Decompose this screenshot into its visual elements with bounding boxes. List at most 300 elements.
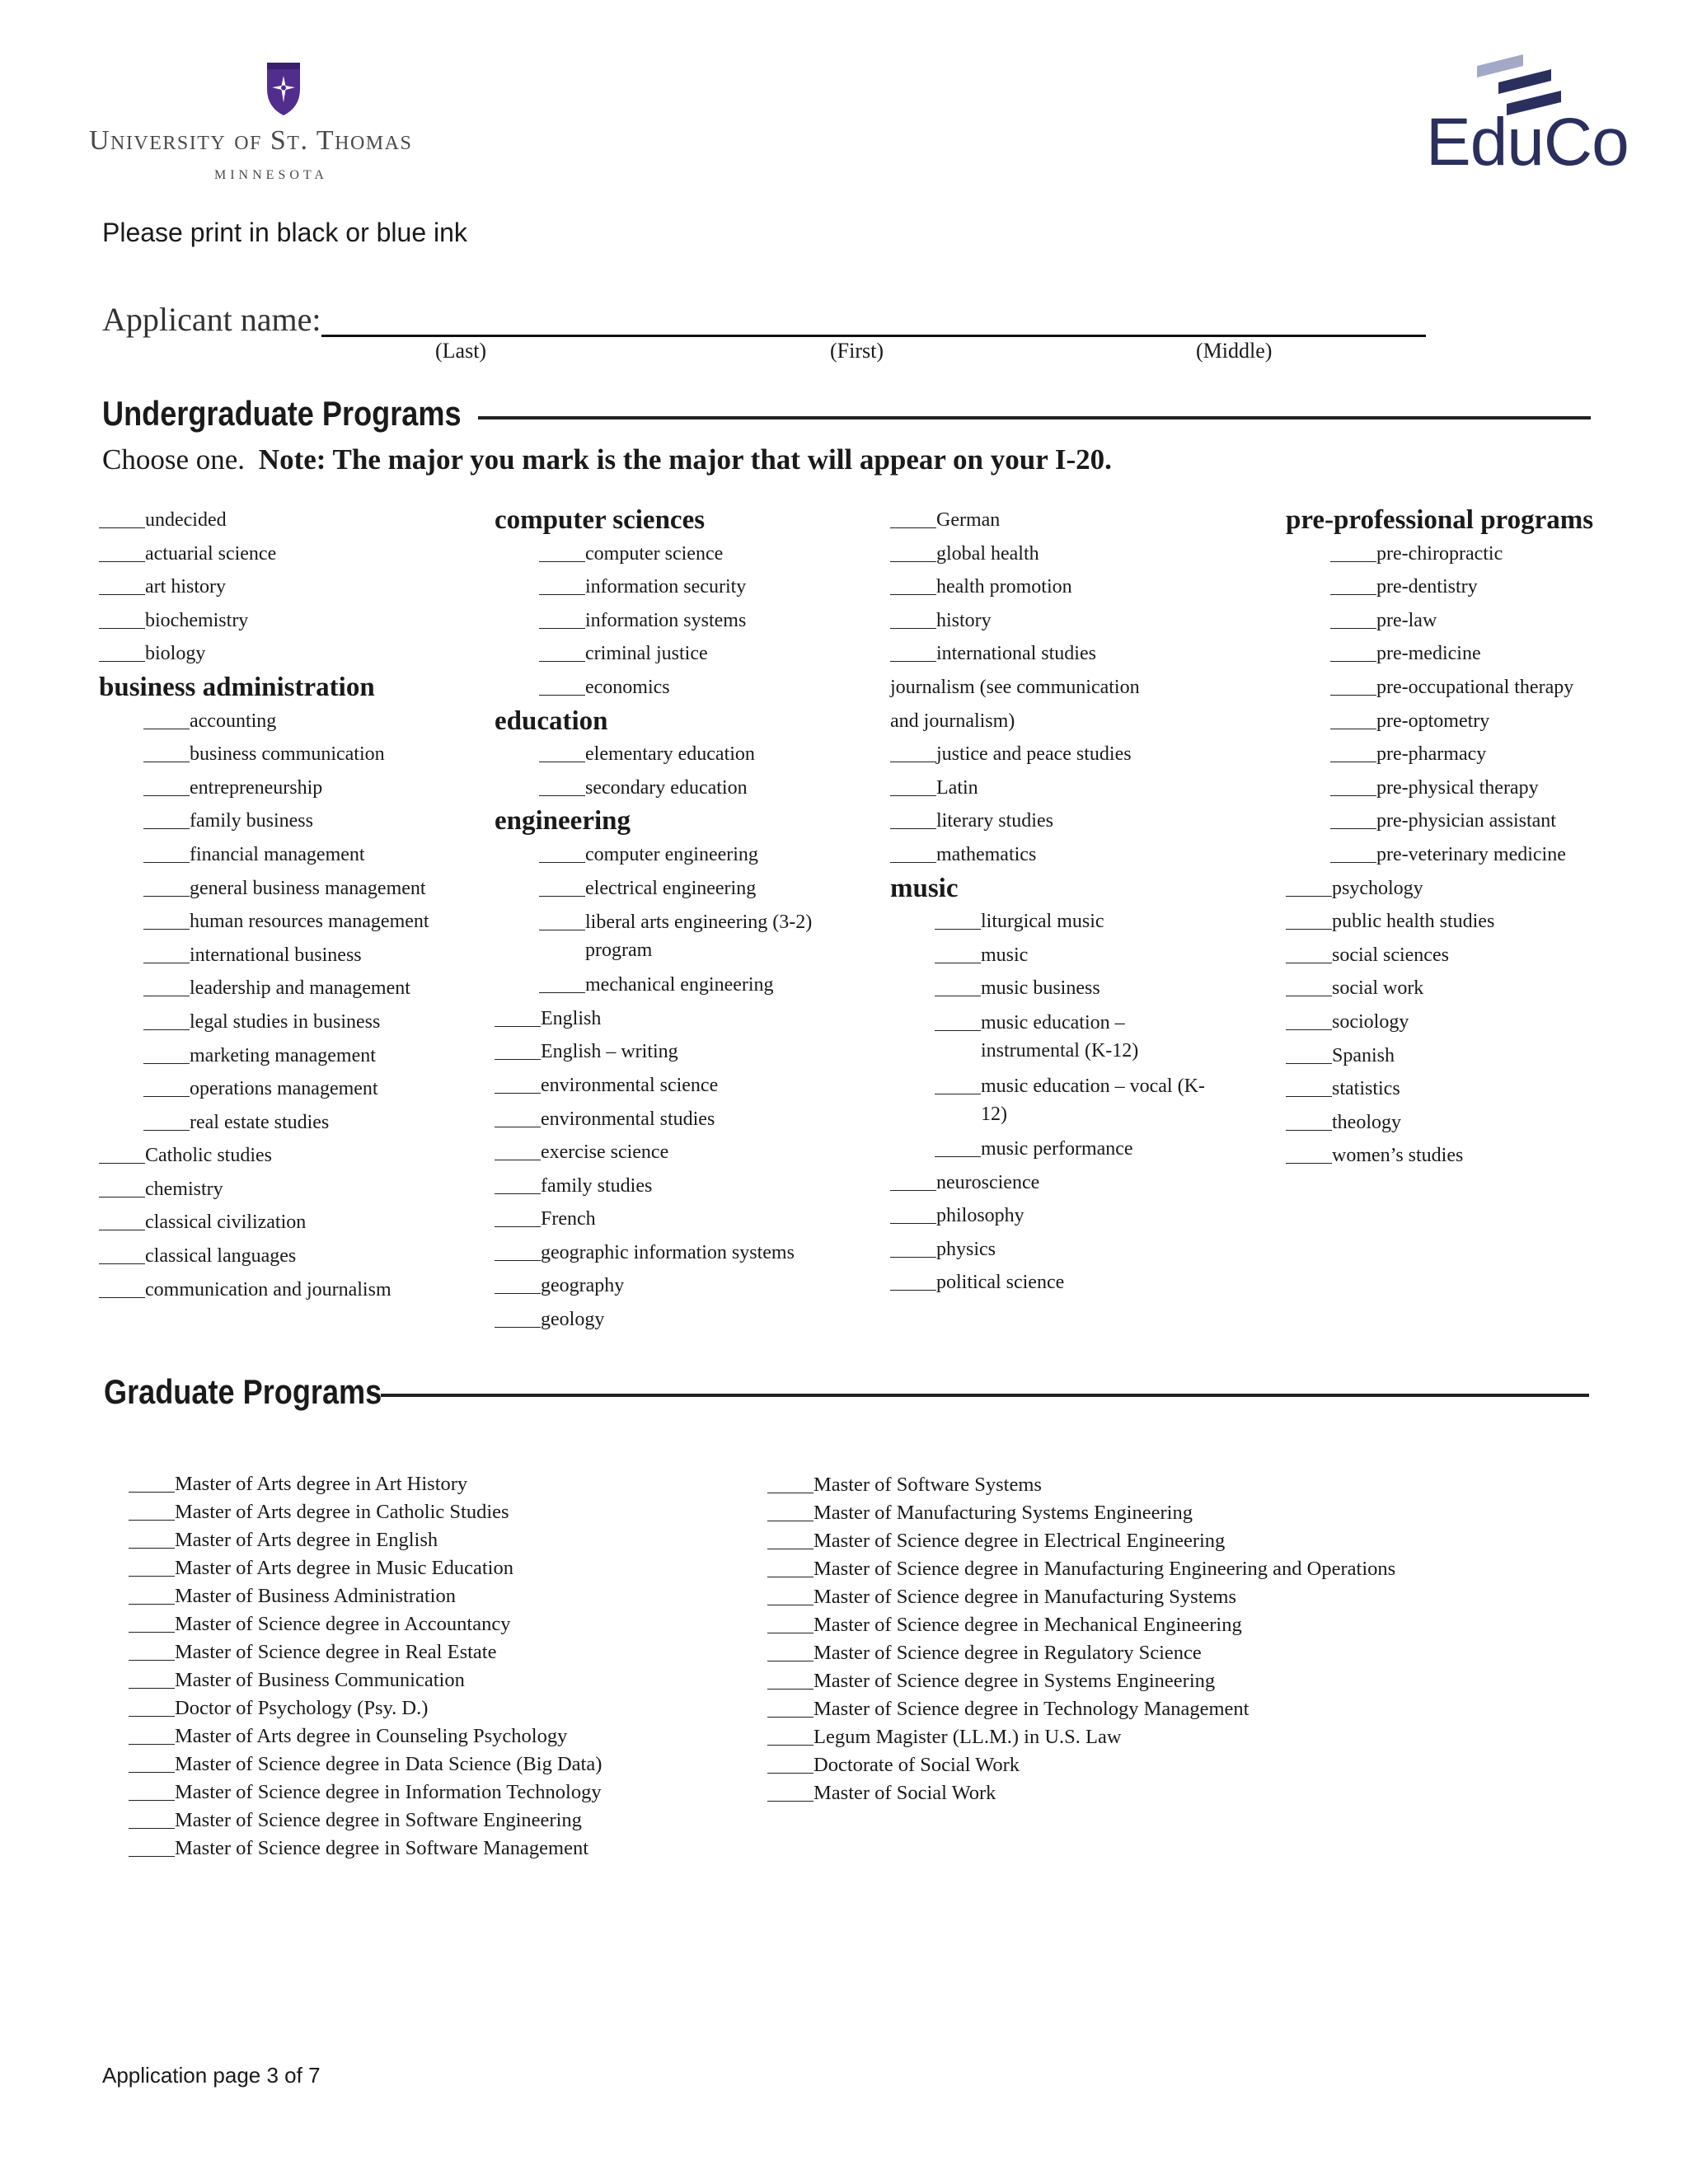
graduate-option-master-of-arts-degree-in-english[interactable]: [129, 1526, 602, 1554]
graduate-heading-rule: [381, 1394, 1589, 1397]
major-option-social-work[interactable]: [1286, 972, 1673, 1005]
checkmark-blank[interactable]: [495, 1226, 541, 1227]
applicant-name-field[interactable]: [321, 335, 1426, 337]
ust-logo: [89, 58, 485, 190]
checkmark-blank[interactable]: [767, 1717, 814, 1718]
category-heading: engineering: [495, 806, 631, 837]
option-label: leadership and management: [190, 977, 410, 1000]
option-label: Master of Science degree in Real Estate: [175, 1641, 497, 1663]
graduate-option-master-of-arts-degree-in-catholic-studies[interactable]: [129, 1498, 602, 1526]
option-label: exercise science: [541, 1141, 669, 1164]
option-label: pre-physician assistant: [1376, 810, 1556, 832]
major-option-neuroscience[interactable]: [890, 1166, 1278, 1200]
major-option-pre-chiropractic[interactable]: [1286, 537, 1673, 571]
undergrad-heading: Undergraduate Programs: [102, 394, 462, 433]
option-label: Master of Arts degree in English: [175, 1529, 438, 1551]
undergrad-heading-rule: [478, 416, 1591, 419]
checkmark-blank[interactable]: [935, 1156, 981, 1157]
option-label: family business: [190, 810, 313, 832]
checkmark-blank[interactable]: [890, 862, 936, 863]
major-option-english[interactable]: [495, 1002, 882, 1036]
option-label: communication and journalism: [145, 1278, 392, 1301]
major-option-environmental-studies[interactable]: [495, 1103, 882, 1137]
checkmark-blank[interactable]: [143, 828, 190, 829]
option-label: entrepreneurship: [190, 776, 323, 799]
option-label: pre-veterinary medicine: [1376, 843, 1566, 865]
option-label: Master of Science degree in Accountancy: [175, 1613, 511, 1635]
major-option-public-health-studies[interactable]: [1286, 905, 1673, 939]
option-label: Master of Science degree in Regulatory Science: [814, 1642, 1202, 1664]
option-label: Master of Science degree in Software Management: [175, 1837, 589, 1859]
checkmark-blank[interactable]: [890, 628, 936, 629]
checkmark-blank[interactable]: [129, 1632, 175, 1633]
option-label: literary studies: [936, 810, 1053, 832]
major-option-liturgical-music[interactable]: [890, 905, 1278, 939]
checkmark-blank[interactable]: [539, 594, 585, 595]
option-label: chemistry: [145, 1178, 223, 1200]
major-option-spanish[interactable]: [1286, 1039, 1673, 1073]
category-heading: pre-professional programs: [1286, 505, 1594, 535]
major-option-communication-and-journalism[interactable]: [99, 1273, 486, 1307]
major-option-global-health[interactable]: [890, 537, 1278, 571]
checkmark-blank[interactable]: [129, 1604, 175, 1605]
applicant-name-label: Applicant name:: [102, 301, 321, 338]
major-option-geology[interactable]: [495, 1303, 882, 1337]
option-label: geology: [541, 1309, 605, 1331]
page-footer: Application page 3 of 7: [102, 2063, 321, 2088]
major-option-mechanical-engineering[interactable]: [495, 968, 882, 1002]
major-option-music-education-vocal-k-12[interactable]: [890, 1069, 1278, 1132]
applicant-first-caption: (First): [830, 339, 884, 363]
graduate-option-master-of-science-degree-in-electrical-engineering[interactable]: [767, 1527, 1395, 1555]
option-label: undecided: [145, 509, 227, 531]
checkmark-blank[interactable]: [1330, 594, 1376, 595]
major-option-sociology[interactable]: [1286, 1005, 1673, 1039]
checkmark-blank[interactable]: [129, 1548, 175, 1549]
checkmark-blank[interactable]: [143, 896, 190, 897]
choose-one-text: Choose one.: [102, 443, 246, 476]
checkmark-blank[interactable]: [767, 1801, 814, 1802]
checkmark-blank[interactable]: [99, 594, 145, 595]
major-option-biology[interactable]: [99, 637, 486, 671]
major-option-social-sciences[interactable]: [1286, 939, 1673, 972]
category-heading: education: [495, 705, 608, 736]
major-option-physics[interactable]: [890, 1233, 1278, 1267]
major-option-theology[interactable]: [1286, 1106, 1673, 1140]
graduate-option-doctorate-of-social-work[interactable]: [767, 1751, 1395, 1779]
checkmark-blank[interactable]: [143, 1063, 190, 1064]
checkmark-blank[interactable]: [99, 628, 145, 629]
option-label: pre-chiropractic: [1376, 542, 1503, 565]
option-label: Latin: [936, 776, 978, 799]
major-option-pre-occupational-therapy[interactable]: [1286, 671, 1673, 705]
option-label: history: [936, 609, 992, 631]
graduate-option-master-of-science-degree-in-accountancy[interactable]: [129, 1610, 602, 1638]
graduate-option-master-of-science-degree-in-software-engineering[interactable]: [129, 1807, 602, 1835]
checkmark-blank[interactable]: [129, 1828, 175, 1829]
checkmark-blank[interactable]: [890, 795, 936, 796]
option-label: art history: [145, 576, 226, 598]
checkmark-blank[interactable]: [129, 1576, 175, 1577]
major-option-health-promotion[interactable]: [890, 570, 1278, 604]
major-option-art-history[interactable]: [99, 570, 486, 604]
checkmark-blank[interactable]: [129, 1492, 175, 1493]
checkmark-blank[interactable]: [129, 1660, 175, 1661]
checkmark-blank[interactable]: [890, 1190, 936, 1191]
option-label: biochemistry: [145, 609, 249, 631]
option-label: geographic information systems: [541, 1241, 795, 1263]
checkmark-blank[interactable]: [890, 1257, 936, 1258]
graduate-column-left: [129, 1470, 602, 1863]
option-label: social sciences: [1332, 944, 1449, 966]
checkmark-blank[interactable]: [539, 695, 585, 696]
major-option-justice-and-peace-studies[interactable]: [890, 738, 1278, 771]
checkmark-blank[interactable]: [890, 1290, 936, 1291]
major-option-international-business[interactable]: [99, 939, 486, 972]
checkmark-blank[interactable]: [1330, 795, 1376, 796]
option-label: music business: [981, 977, 1100, 1000]
checkmark-blank[interactable]: [890, 527, 936, 528]
option-label: Master of Social Work: [814, 1782, 996, 1804]
checkmark-blank[interactable]: [495, 1059, 541, 1060]
checkmark-blank[interactable]: [1286, 1163, 1332, 1164]
option-label: psychology: [1332, 877, 1423, 899]
major-option-computer-science[interactable]: [495, 537, 882, 571]
major-option-legal-studies-in-business[interactable]: [99, 1005, 486, 1039]
checkmark-blank[interactable]: [1330, 628, 1376, 629]
checkmark-blank[interactable]: [539, 561, 585, 562]
major-option-pre-law[interactable]: [1286, 604, 1673, 638]
graduate-option-master-of-science-degree-in-manufacturing-systems[interactable]: [767, 1583, 1395, 1611]
option-label: mechanical engineering: [585, 974, 774, 996]
option-label: Master of Science degree in Data Science (Big Data): [175, 1753, 603, 1775]
checkmark-blank[interactable]: [129, 1856, 175, 1857]
option-label: information security: [585, 576, 747, 598]
checkmark-blank[interactable]: [143, 795, 190, 796]
ust-shield-icon: [264, 58, 303, 117]
option-label: economics: [585, 676, 670, 698]
option-label: French: [541, 1208, 596, 1230]
checkmark-blank[interactable]: [129, 1716, 175, 1717]
major-option-criminal-justice[interactable]: [495, 637, 882, 671]
option-label: pre-pharmacy: [1376, 743, 1487, 766]
major-option-biochemistry[interactable]: [99, 604, 486, 638]
checkmark-blank[interactable]: [143, 929, 190, 930]
cross-reference-note: and journalism): [890, 710, 1015, 732]
category-heading: music: [890, 873, 959, 903]
major-option-latin[interactable]: [890, 771, 1278, 805]
option-label: Spanish: [1332, 1044, 1395, 1066]
cross-reference-note: journalism (see communication: [890, 676, 1140, 698]
graduate-option-master-of-arts-degree-in-counseling-psychology[interactable]: [129, 1722, 602, 1750]
checkmark-blank[interactable]: [1330, 828, 1376, 829]
major-option-international-studies[interactable]: [890, 637, 1278, 671]
checkmark-blank[interactable]: [99, 1297, 145, 1298]
checkmark-blank[interactable]: [129, 1772, 175, 1773]
category-heading: business administration: [99, 672, 375, 702]
checkmark-blank[interactable]: [539, 661, 585, 662]
option-label: Master of Arts degree in Music Education: [175, 1557, 513, 1579]
major-option-chemistry[interactable]: [99, 1173, 486, 1207]
option-label: liturgical music: [981, 911, 1104, 933]
option-label: Master of Science degree in Mechanical Engineering: [814, 1614, 1242, 1636]
graduate-heading: Graduate Programs: [104, 1372, 382, 1411]
checkmark-blank[interactable]: [539, 628, 585, 629]
major-option-women-s-studies[interactable]: [1286, 1139, 1673, 1173]
checkmark-blank[interactable]: [1286, 1096, 1332, 1097]
major-option-pre-dentistry[interactable]: [1286, 570, 1673, 604]
checkmark-blank[interactable]: [935, 1030, 981, 1031]
graduate-option-master-of-science-degree-in-technology-management[interactable]: [767, 1695, 1395, 1723]
undergrad-note: [102, 443, 1112, 476]
checkmark-blank[interactable]: [495, 1026, 541, 1027]
checkmark-blank[interactable]: [767, 1689, 814, 1690]
option-label: family studies: [541, 1174, 653, 1197]
major-option-exercise-science[interactable]: [495, 1136, 882, 1169]
checkmark-blank[interactable]: [1330, 561, 1376, 562]
major-option-business-communication[interactable]: [99, 738, 486, 771]
option-label: political science: [936, 1272, 1065, 1294]
checkmark-blank[interactable]: [495, 1193, 541, 1194]
checkmark-blank[interactable]: [539, 992, 585, 993]
option-label: music education – instrumental (K-12): [981, 1011, 1139, 1062]
option-label: public health studies: [1332, 911, 1495, 933]
print-instruction: Please print in black or blue ink: [102, 218, 467, 247]
checkmark-blank[interactable]: [767, 1745, 814, 1746]
checkmark-blank[interactable]: [539, 795, 585, 796]
checkmark-blank[interactable]: [1330, 695, 1376, 696]
option-label: philosophy: [936, 1205, 1025, 1227]
major-option-entrepreneurship[interactable]: [99, 771, 486, 805]
checkmark-blank[interactable]: [495, 1260, 541, 1261]
major-option-geographic-information-systems[interactable]: [495, 1236, 882, 1270]
graduate-option-master-of-science-degree-in-information-technology[interactable]: [129, 1779, 602, 1807]
major-option-classical-civilization[interactable]: [99, 1206, 486, 1240]
undergrad-column-1: [99, 504, 486, 1306]
major-option-history[interactable]: [890, 604, 1278, 638]
major-option-pre-optometry[interactable]: [1286, 705, 1673, 738]
major-option-general-business-management[interactable]: [99, 872, 486, 906]
option-label: English: [541, 1007, 602, 1029]
graduate-option-legum-magister-ll-m-in-u-s-law[interactable]: [767, 1723, 1395, 1751]
option-label: computer science: [585, 542, 724, 565]
major-option-real-estate-studies[interactable]: [99, 1106, 486, 1140]
checkmark-blank[interactable]: [143, 1096, 190, 1097]
major-option-financial-management[interactable]: [99, 838, 486, 872]
major-option-family-business[interactable]: [99, 804, 486, 838]
checkmark-blank[interactable]: [539, 862, 585, 863]
option-label: international studies: [936, 643, 1096, 665]
checkmark-blank[interactable]: [129, 1520, 175, 1521]
option-label: business communication: [190, 743, 385, 766]
checkmark-blank[interactable]: [935, 929, 981, 930]
option-label: geography: [541, 1275, 625, 1297]
option-label: Master of Software Systems: [814, 1474, 1042, 1496]
major-option-statistics[interactable]: [1286, 1072, 1673, 1106]
graduate-option-master-of-business-administration[interactable]: [129, 1582, 602, 1610]
graduate-option-master-of-business-communication[interactable]: [129, 1666, 602, 1694]
graduate-option-master-of-social-work[interactable]: [767, 1779, 1395, 1807]
major-option-music-performance[interactable]: [890, 1132, 1278, 1166]
option-label: Doctor of Psychology (Psy. D.): [175, 1697, 429, 1719]
checkmark-blank[interactable]: [767, 1773, 814, 1774]
major-option-actuarial-science[interactable]: [99, 537, 486, 571]
graduate-option-master-of-science-degree-in-manufacturing-engineering-and-operations[interactable]: [767, 1555, 1395, 1583]
checkmark-blank[interactable]: [890, 828, 936, 829]
undergrad-column-3: [890, 504, 1278, 1300]
major-option-electrical-engineering[interactable]: [495, 872, 882, 906]
major-option-information-systems[interactable]: [495, 604, 882, 638]
major-option-music-education-instrumental-k-12[interactable]: [890, 1005, 1278, 1069]
checkmark-blank[interactable]: [495, 1327, 541, 1328]
option-label: music: [981, 944, 1029, 966]
major-option-economics[interactable]: [495, 671, 882, 705]
checkmark-blank[interactable]: [1286, 929, 1332, 930]
option-label: Master of Business Communication: [175, 1669, 465, 1691]
option-label: statistics: [1332, 1078, 1400, 1100]
major-option-french[interactable]: [495, 1202, 882, 1236]
checkmark-blank[interactable]: [890, 661, 936, 662]
checkmark-blank[interactable]: [1330, 661, 1376, 662]
option-label: Master of Arts degree in Counseling Psychology: [175, 1725, 568, 1747]
option-label: secondary education: [585, 776, 748, 799]
graduate-option-master-of-science-degree-in-mechanical-engineering[interactable]: [767, 1611, 1395, 1639]
option-label: liberal arts engineering (3-2) program: [585, 912, 813, 962]
graduate-option-master-of-science-degree-in-regulatory-science[interactable]: [767, 1639, 1395, 1667]
option-label: information systems: [585, 609, 747, 631]
major-option-environmental-science[interactable]: [495, 1069, 882, 1103]
major-option-information-security[interactable]: [495, 570, 882, 604]
ust-location: MINNESOTA: [214, 168, 328, 182]
major-option-english-writing[interactable]: [495, 1035, 882, 1069]
graduate-option-master-of-science-degree-in-systems-engineering[interactable]: [767, 1667, 1395, 1695]
option-label: health promotion: [936, 576, 1072, 598]
option-label: Catholic studies: [145, 1145, 272, 1167]
checkmark-blank[interactable]: [539, 896, 585, 897]
checkmark-blank[interactable]: [129, 1744, 175, 1745]
major-option-elementary-education[interactable]: [495, 738, 882, 771]
option-label: music education – vocal (K-12): [981, 1075, 1205, 1125]
major-option-undecided[interactable]: [99, 504, 486, 537]
major-option-geography[interactable]: [495, 1269, 882, 1303]
option-label: pre-occupational therapy: [1376, 676, 1574, 698]
checkmark-blank[interactable]: [495, 1293, 541, 1294]
checkmark-blank[interactable]: [1286, 1063, 1332, 1064]
major-option-music-business[interactable]: [890, 972, 1278, 1005]
checkmark-blank[interactable]: [99, 1263, 145, 1264]
option-label: Master of Manufacturing Systems Engineering: [814, 1502, 1193, 1524]
option-label: Master of Arts degree in Catholic Studies: [175, 1501, 509, 1523]
option-label: mathematics: [936, 843, 1037, 865]
major-option-german[interactable]: [890, 504, 1278, 537]
option-label: electrical engineering: [585, 877, 757, 899]
major-option-mathematics[interactable]: [890, 838, 1278, 872]
checkmark-blank[interactable]: [99, 661, 145, 662]
major-option-marketing-management[interactable]: [99, 1039, 486, 1073]
graduate-option-master-of-science-degree-in-real-estate[interactable]: [129, 1638, 602, 1666]
option-label: biology: [145, 643, 206, 665]
graduate-column-right: [767, 1471, 1395, 1807]
graduate-option-master-of-arts-degree-in-music-education[interactable]: [129, 1554, 602, 1582]
major-option-pre-physical-therapy[interactable]: [1286, 771, 1673, 805]
major-option-liberal-arts-engineering-3-2-program[interactable]: [495, 905, 882, 968]
checkmark-blank[interactable]: [143, 862, 190, 863]
applicant-middle-caption: (Middle): [1196, 339, 1273, 363]
checkmark-blank[interactable]: [1286, 1029, 1332, 1030]
major-option-family-studies[interactable]: [495, 1169, 882, 1203]
checkmark-blank[interactable]: [1330, 862, 1376, 863]
graduate-option-master-of-science-degree-in-software-management[interactable]: [129, 1835, 602, 1863]
major-option-pre-veterinary-medicine[interactable]: [1286, 838, 1673, 872]
checkmark-blank[interactable]: [890, 561, 936, 562]
undergrad-column-4: [1286, 504, 1673, 1173]
option-label: pre-optometry: [1376, 710, 1490, 732]
option-label: human resources management: [190, 911, 429, 933]
major-option-human-resources-management[interactable]: [99, 905, 486, 939]
major-option-classical-languages[interactable]: [99, 1240, 486, 1273]
major-option-psychology[interactable]: [1286, 872, 1673, 906]
checkmark-blank[interactable]: [143, 1130, 190, 1131]
graduate-option-master-of-arts-degree-in-art-history[interactable]: [129, 1470, 602, 1498]
checkmark-blank[interactable]: [1286, 1130, 1332, 1131]
major-option-leadership-and-management[interactable]: [99, 972, 486, 1005]
option-label: actuarial science: [145, 542, 277, 565]
ust-wordmark: University of St. Thomas: [89, 125, 413, 156]
graduate-option-doctor-of-psychology-psy-d[interactable]: [129, 1694, 602, 1722]
major-option-political-science[interactable]: [890, 1266, 1278, 1300]
checkmark-blank[interactable]: [143, 1029, 190, 1030]
graduate-option-master-of-manufacturing-systems-engineering[interactable]: [767, 1499, 1395, 1527]
checkmark-blank[interactable]: [495, 1093, 541, 1094]
major-option-secondary-education[interactable]: [495, 771, 882, 805]
checkmark-blank[interactable]: [99, 527, 145, 528]
checkmark-blank[interactable]: [1286, 896, 1332, 897]
option-label: marketing management: [190, 1044, 376, 1066]
option-label: global health: [936, 542, 1039, 565]
major-option-music[interactable]: [890, 939, 1278, 972]
option-label: music performance: [981, 1137, 1133, 1160]
option-label: German: [936, 509, 1001, 531]
option-label: international business: [190, 944, 362, 966]
option-label: legal studies in business: [190, 1010, 381, 1033]
graduate-option-master-of-software-systems[interactable]: [767, 1471, 1395, 1499]
option-label: accounting: [190, 710, 277, 732]
major-option-catholic-studies[interactable]: [99, 1139, 486, 1173]
major-option-computer-engineering[interactable]: [495, 838, 882, 872]
graduate-option-master-of-science-degree-in-data-science-big-data[interactable]: [129, 1750, 602, 1779]
major-option-pre-pharmacy[interactable]: [1286, 738, 1673, 771]
major-option-philosophy[interactable]: [890, 1199, 1278, 1233]
major-option-pre-physician-assistant[interactable]: [1286, 804, 1673, 838]
option-label: sociology: [1332, 1010, 1409, 1033]
option-label: classical civilization: [145, 1212, 307, 1234]
checkmark-blank[interactable]: [890, 1223, 936, 1224]
checkmark-blank[interactable]: [129, 1688, 175, 1689]
checkmark-blank[interactable]: [99, 561, 145, 562]
checkmark-blank[interactable]: [890, 594, 936, 595]
option-label: Master of Science degree in Technology Management: [814, 1698, 1250, 1720]
option-label: Legum Magister (LL.M.) in U.S. Law: [814, 1726, 1122, 1748]
major-option-pre-medicine[interactable]: [1286, 637, 1673, 671]
checkmark-blank[interactable]: [99, 1163, 145, 1164]
major-option-operations-management[interactable]: [99, 1072, 486, 1106]
option-label: social work: [1332, 977, 1424, 1000]
option-label: Master of Science degree in Manufacturing Systems: [814, 1586, 1236, 1608]
option-label: operations management: [190, 1078, 378, 1100]
major-option-accounting[interactable]: [99, 705, 486, 738]
major-option-literary-studies[interactable]: [890, 804, 1278, 838]
checkmark-blank[interactable]: [129, 1800, 175, 1801]
